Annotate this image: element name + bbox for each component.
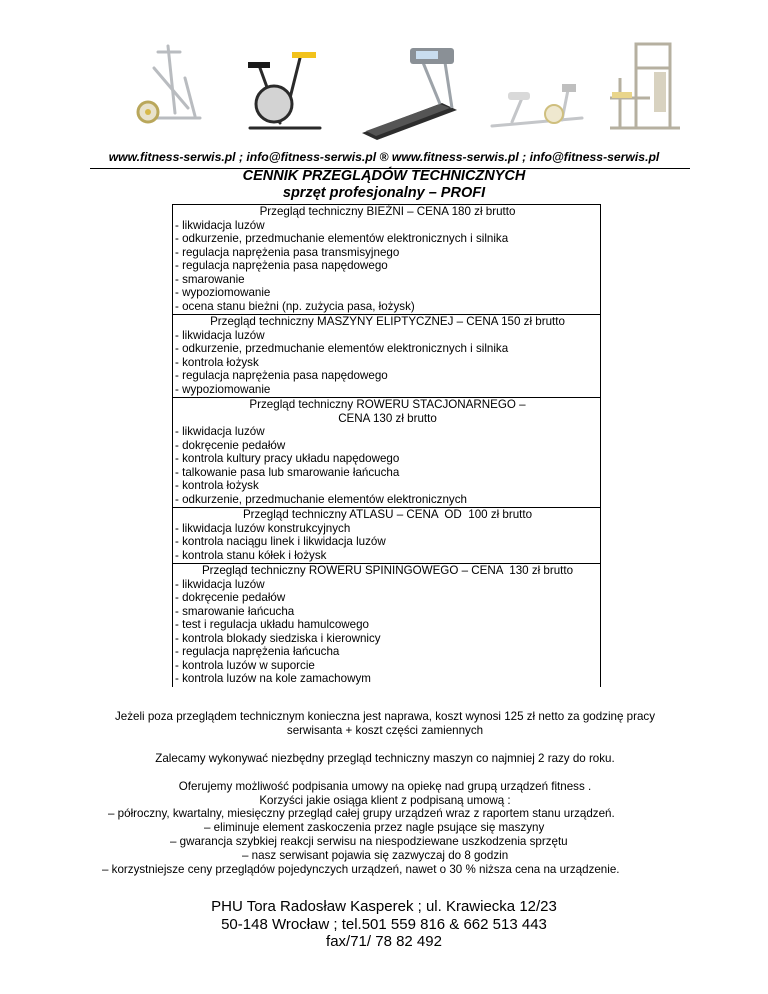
benefit-item: – eliminuje element zaskoczenia przez nagle psujące się maszyny (204, 821, 545, 834)
multi-gym-atlas-image (600, 38, 690, 138)
offer-line: Oferujemy możliwość podpisania umowy na opiekę nad grupą urządzeń fitness . (178, 780, 592, 793)
list-item: - talkowanie pasa lub smarowanie łańcucha (175, 466, 600, 480)
list-item: - regulacja naprężenia łańcucha (175, 645, 600, 659)
spinning-bike-image (230, 38, 330, 138)
list-item: - likwidacja luzów (175, 578, 600, 592)
benefit-item: – nasz serwisant pojawia się zazwyczaj do 8 godzin (242, 849, 509, 862)
repair-note-line: Jeżeli poza przeglądem technicznym konieczna jest naprawa, koszt wynosi 125 zł netto za godzinę pracy (114, 710, 656, 723)
section-title: Przegląd techniczny ROWERU STACJONARNEGO – CENA 130 zł brutto (249, 398, 526, 425)
footer-line: PHU Tora Radosław Kasperek ; ul. Krawiecka 12/23 (211, 898, 557, 915)
list-item: - kontrola stanu kółek i łożysk (175, 549, 600, 563)
section-title: Przegląd techniczny BIEŻNI – CENA 180 zł brutto (259, 205, 516, 218)
benefit-item: – gwarancja szybkiej reakcji serwisu na niespodziewane uszkodzenia sprzętu (170, 835, 568, 848)
list-item: - regulacja naprężenia pasa transmisyjnego (175, 246, 600, 260)
list-item: - likwidacja luzów (175, 425, 600, 439)
list-item: - likwidacja luzów (175, 329, 600, 343)
list-item: - regulacja naprężenia pasa napędowego (175, 259, 600, 273)
benefit-item: – korzystniejsze ceny przeglądów pojedynczych urządzeń, nawet o 30 % niższa cena na urządzenie. (102, 863, 620, 876)
list-item: - smarowanie łańcucha (175, 605, 600, 619)
offer-line: Korzyści jakie osiąga klient z podpisaną umową : (259, 793, 511, 807)
list-item: - kontrola naciągu linek i likwidacja luzów (175, 535, 600, 549)
list-item: - kontrola kultury pracy układu napędowego (175, 452, 600, 466)
list-item: - likwidacja luzów konstrukcyjnych (175, 522, 600, 536)
recommendation: Zalecamy wykonywać niezbędny przegląd techniczny maszyn co najmniej 2 razy do roku. (155, 752, 615, 765)
price-list-box (172, 204, 601, 687)
section-title: Przegląd techniczny MASZYNY ELIPTYCZNEJ – CENA 150 zł brutto (210, 315, 565, 328)
list-item: - kontrola łożysk (175, 356, 600, 370)
section-elliptical (173, 315, 600, 398)
company-footer (0, 898, 768, 951)
section-spinning-bike (173, 564, 600, 687)
list-item: - dokręcenie pedałów (175, 591, 600, 605)
list-item: - kontrola łożysk (175, 479, 600, 493)
list-item: - odkurzenie, przedmuchanie elementów elektronicznych (175, 493, 600, 507)
section-title: Przegląd techniczny ATLASU – CENA OD 100 zł brutto (242, 508, 533, 521)
section-title: Przegląd techniczny ROWERU SPININGOWEGO – CENA 130 zł brutto (201, 564, 574, 577)
treadmill-image (352, 38, 462, 148)
footer-line: fax/71/ 78 82 492 (326, 933, 442, 950)
repair-note (40, 710, 730, 737)
list-item: - wypoziomowanie (175, 383, 600, 397)
benefit-item: – półroczny, kwartalny, miesięczny przegląd całej grupy urządzeń wraz z raportem stanu urządzeń. (108, 807, 615, 820)
list-item: - dokręcenie pedałów (175, 439, 600, 453)
equipment-images (130, 38, 690, 148)
section-stationary-bike (173, 398, 600, 508)
list-item: - odkurzenie, przedmuchanie elementów elektronicznych i silnika (175, 342, 600, 356)
list-item: - likwidacja luzów (175, 219, 600, 233)
section-treadmill (173, 205, 600, 315)
list-item: - smarowanie (175, 273, 600, 287)
list-item: - ocena stanu bieżni (np. zużycia pasa, łożysk) (175, 300, 600, 314)
list-item: - odkurzenie, przedmuchanie elementów elektronicznych i silnika (175, 232, 600, 246)
list-item: - kontrola blokady siedziska i kierownicy (175, 632, 600, 646)
offer-intro (40, 780, 730, 807)
repair-note-line: serwisanta + koszt części zamiennych (286, 723, 484, 737)
list-item: - kontrola luzów w suporcie (175, 659, 600, 673)
list-item: - kontrola luzów na kole zamachowym (175, 672, 600, 686)
recumbent-bike-image (482, 76, 592, 136)
list-item: - test i regulacja układu hamulcowego (175, 618, 600, 632)
header-links: www.fitness-serwis.pl ; info@fitness-serwis.pl ® www.fitness-serwis.pl ; info@fitness-serwis.pl (108, 150, 660, 164)
footer-line: 50-148 Wrocław ; tel.501 559 816 & 662 513 443 (221, 915, 547, 933)
section-atlas (173, 508, 600, 564)
page-subtitle: sprzęt profesjonalny – PROFI (282, 185, 486, 201)
page-title: CENNIK PRZEGLĄDÓW TECHNICZNYCH (242, 168, 526, 184)
elliptical-trainer-image (130, 38, 210, 138)
list-item: - regulacja naprężenia pasa napędowego (175, 369, 600, 383)
list-item: - wypoziomowanie (175, 286, 600, 300)
page-title-block (0, 168, 768, 202)
